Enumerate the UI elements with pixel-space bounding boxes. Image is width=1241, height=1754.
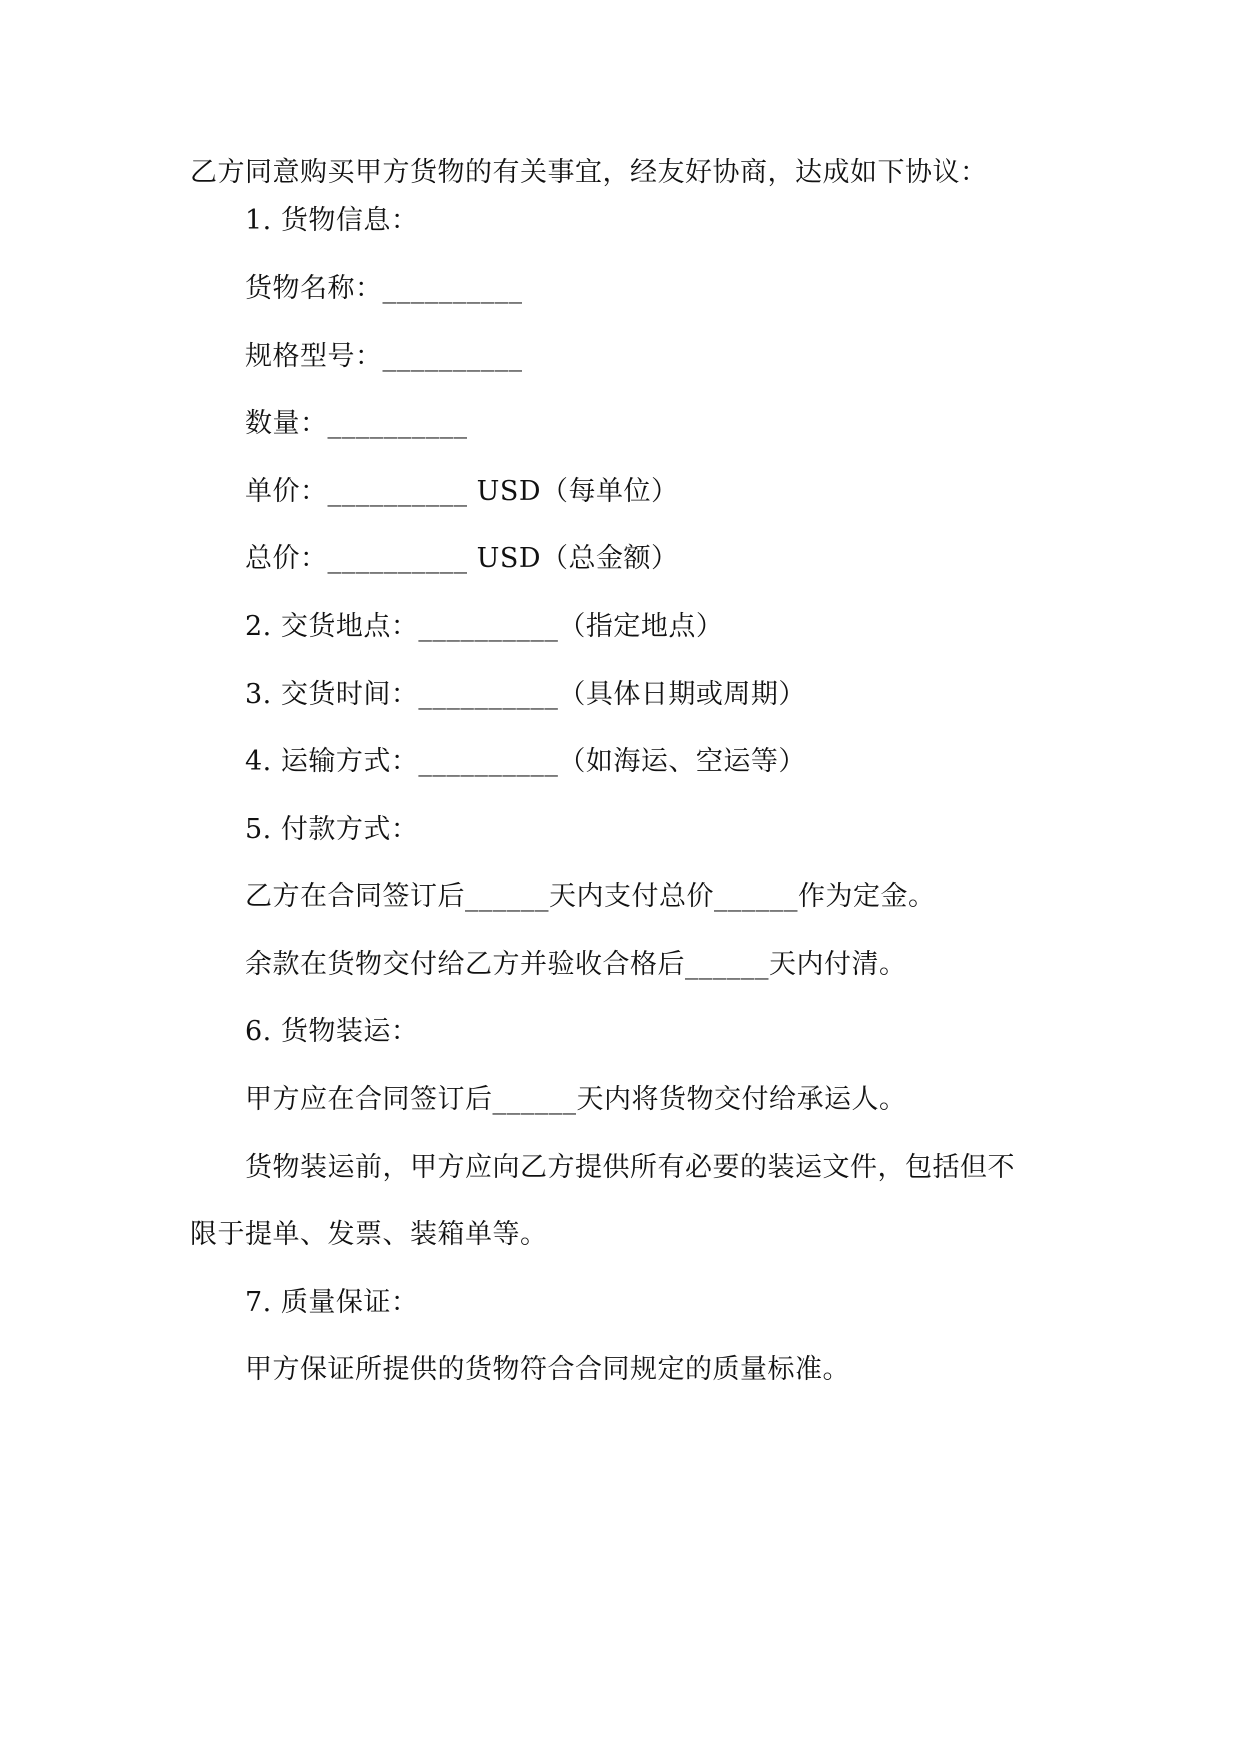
section-6-heading: 6. 货物装运： (245, 1016, 419, 1047)
unit-price-line: 单价：__________ USD（每单位） (245, 476, 679, 507)
payment-balance-line: 余款在货物交付给乙方并验收合格后______天内付清。 (245, 949, 907, 980)
quantity-line: 数量：__________ (245, 408, 468, 439)
section-3-delivery-time: 3. 交货时间：__________（具体日期或周期） (245, 679, 806, 710)
section-7-heading: 7. 质量保证： (245, 1287, 419, 1318)
section-1-heading: 1. 货物信息： (245, 205, 419, 236)
goods-name-line: 货物名称：__________ (245, 273, 523, 304)
section-4-transport-mode: 4. 运输方式：__________（如海运、空运等） (245, 746, 806, 777)
total-price-line: 总价：__________ USD（总金额） (245, 543, 679, 574)
spec-model-line: 规格型号：__________ (245, 341, 523, 372)
shipment-docs-line-2: 限于提单、发票、装箱单等。 (190, 1219, 548, 1250)
shipment-docs-line-1: 货物装运前，甲方应向乙方提供所有必要的装运文件，包括但不 (245, 1152, 1015, 1183)
shipment-delivery-line: 甲方应在合同签订后______天内将货物交付给承运人。 (245, 1084, 907, 1115)
section-2-delivery-place: 2. 交货地点：__________（指定地点） (245, 611, 724, 642)
intro-paragraph: 乙方同意购买甲方货物的有关事宜，经友好协商，达成如下协议： (190, 157, 988, 188)
quality-statement-line: 甲方保证所提供的货物符合合同规定的质量标准。 (245, 1354, 850, 1385)
payment-deposit-line: 乙方在合同签订后______天内支付总价______作为定金。 (245, 881, 936, 912)
section-5-heading: 5. 付款方式： (245, 814, 419, 845)
